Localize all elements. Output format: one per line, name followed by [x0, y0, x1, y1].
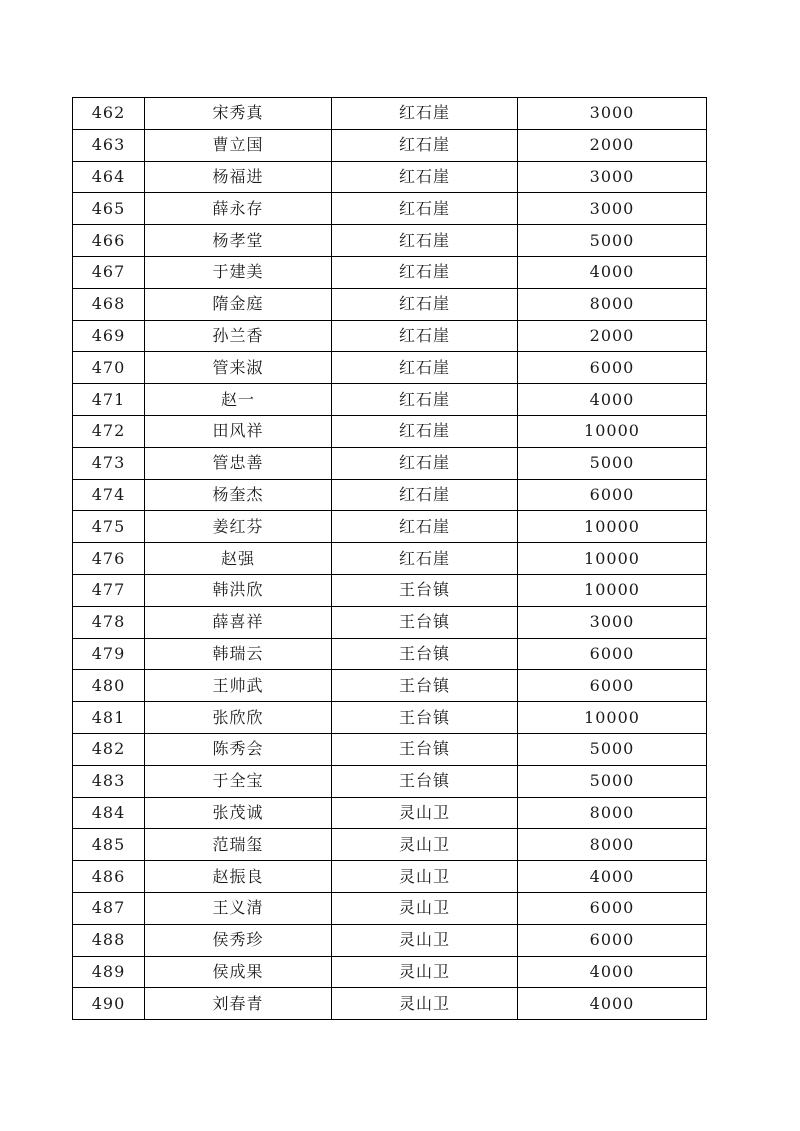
row-number-cell: 466	[73, 225, 145, 257]
row-number-cell: 474	[73, 479, 145, 511]
table-row	[73, 384, 707, 416]
name-cell: 刘春青	[145, 988, 332, 1020]
table-row	[73, 288, 707, 320]
amount-cell: 6000	[518, 924, 707, 956]
row-number-cell: 490	[73, 988, 145, 1020]
area-cell: 王台镇	[332, 670, 518, 702]
table-row	[73, 702, 707, 734]
name-cell: 张茂诚	[145, 797, 332, 829]
table-row	[73, 606, 707, 638]
amount-cell: 6000	[518, 670, 707, 702]
table-row	[73, 733, 707, 765]
row-number-cell: 481	[73, 702, 145, 734]
amount-cell: 4000	[518, 988, 707, 1020]
area-cell: 红石崖	[332, 288, 518, 320]
amount-cell: 4000	[518, 256, 707, 288]
area-cell: 红石崖	[332, 129, 518, 161]
name-cell: 于全宝	[145, 765, 332, 797]
row-number-cell: 476	[73, 543, 145, 575]
row-number-cell: 489	[73, 956, 145, 988]
area-cell: 灵山卫	[332, 956, 518, 988]
name-cell: 管忠善	[145, 447, 332, 479]
amount-cell: 4000	[518, 956, 707, 988]
amount-cell: 6000	[518, 479, 707, 511]
amount-cell: 2000	[518, 129, 707, 161]
area-cell: 红石崖	[332, 193, 518, 225]
area-cell: 灵山卫	[332, 892, 518, 924]
area-cell: 灵山卫	[332, 988, 518, 1020]
table-row	[73, 829, 707, 861]
amount-cell: 4000	[518, 861, 707, 893]
row-number-cell: 467	[73, 256, 145, 288]
row-number-cell: 477	[73, 574, 145, 606]
row-number-cell: 465	[73, 193, 145, 225]
amount-cell: 2000	[518, 320, 707, 352]
area-cell: 红石崖	[332, 225, 518, 257]
row-number-cell: 470	[73, 352, 145, 384]
row-number-cell: 488	[73, 924, 145, 956]
row-number-cell: 464	[73, 161, 145, 193]
name-cell: 薛永存	[145, 193, 332, 225]
table-row	[73, 320, 707, 352]
table-row	[73, 193, 707, 225]
area-cell: 红石崖	[332, 98, 518, 130]
table-row	[73, 98, 707, 130]
area-cell: 红石崖	[332, 320, 518, 352]
name-cell: 王义清	[145, 892, 332, 924]
name-cell: 于建美	[145, 256, 332, 288]
name-cell: 韩瑞云	[145, 638, 332, 670]
table-row	[73, 765, 707, 797]
row-number-cell: 482	[73, 733, 145, 765]
table-row	[73, 861, 707, 893]
amount-cell: 5000	[518, 733, 707, 765]
row-number-cell: 462	[73, 98, 145, 130]
table-row	[73, 638, 707, 670]
row-number-cell: 469	[73, 320, 145, 352]
amount-cell: 5000	[518, 765, 707, 797]
name-cell: 侯秀珍	[145, 924, 332, 956]
roster-table-body	[73, 98, 707, 1020]
area-cell: 红石崖	[332, 161, 518, 193]
amount-cell: 5000	[518, 225, 707, 257]
amount-cell: 6000	[518, 892, 707, 924]
area-cell: 王台镇	[332, 574, 518, 606]
name-cell: 赵一	[145, 384, 332, 416]
row-number-cell: 486	[73, 861, 145, 893]
row-number-cell: 479	[73, 638, 145, 670]
table-row	[73, 511, 707, 543]
name-cell: 孙兰香	[145, 320, 332, 352]
area-cell: 灵山卫	[332, 861, 518, 893]
roster-table	[72, 97, 707, 1020]
amount-cell: 10000	[518, 543, 707, 575]
table-row	[73, 797, 707, 829]
name-cell: 陈秀会	[145, 733, 332, 765]
row-number-cell: 483	[73, 765, 145, 797]
table-row	[73, 574, 707, 606]
amount-cell: 8000	[518, 288, 707, 320]
name-cell: 韩洪欣	[145, 574, 332, 606]
table-row	[73, 256, 707, 288]
amount-cell: 10000	[518, 574, 707, 606]
row-number-cell: 480	[73, 670, 145, 702]
area-cell: 红石崖	[332, 479, 518, 511]
row-number-cell: 478	[73, 606, 145, 638]
name-cell: 曹立国	[145, 129, 332, 161]
table-row	[73, 161, 707, 193]
name-cell: 范瑞玺	[145, 829, 332, 861]
area-cell: 红石崖	[332, 384, 518, 416]
name-cell: 宋秀真	[145, 98, 332, 130]
table-row	[73, 543, 707, 575]
amount-cell: 10000	[518, 702, 707, 734]
amount-cell: 10000	[518, 415, 707, 447]
table-row	[73, 956, 707, 988]
amount-cell: 6000	[518, 638, 707, 670]
name-cell: 田风祥	[145, 415, 332, 447]
row-number-cell: 487	[73, 892, 145, 924]
name-cell: 杨奎杰	[145, 479, 332, 511]
table-row	[73, 988, 707, 1020]
area-cell: 红石崖	[332, 543, 518, 575]
area-cell: 王台镇	[332, 702, 518, 734]
name-cell: 赵强	[145, 543, 332, 575]
area-cell: 王台镇	[332, 606, 518, 638]
amount-cell: 3000	[518, 193, 707, 225]
name-cell: 王帅武	[145, 670, 332, 702]
row-number-cell: 485	[73, 829, 145, 861]
area-cell: 灵山卫	[332, 797, 518, 829]
area-cell: 红石崖	[332, 511, 518, 543]
table-row	[73, 670, 707, 702]
area-cell: 红石崖	[332, 256, 518, 288]
name-cell: 隋金庭	[145, 288, 332, 320]
area-cell: 红石崖	[332, 415, 518, 447]
amount-cell: 8000	[518, 829, 707, 861]
table-row	[73, 129, 707, 161]
row-number-cell: 484	[73, 797, 145, 829]
amount-cell: 8000	[518, 797, 707, 829]
name-cell: 管来淑	[145, 352, 332, 384]
table-row	[73, 892, 707, 924]
row-number-cell: 472	[73, 415, 145, 447]
area-cell: 王台镇	[332, 638, 518, 670]
area-cell: 红石崖	[332, 447, 518, 479]
row-number-cell: 473	[73, 447, 145, 479]
name-cell: 杨福进	[145, 161, 332, 193]
amount-cell: 6000	[518, 352, 707, 384]
area-cell: 王台镇	[332, 765, 518, 797]
name-cell: 侯成果	[145, 956, 332, 988]
amount-cell: 5000	[518, 447, 707, 479]
table-row	[73, 225, 707, 257]
area-cell: 红石崖	[332, 352, 518, 384]
area-cell: 王台镇	[332, 733, 518, 765]
row-number-cell: 463	[73, 129, 145, 161]
amount-cell: 3000	[518, 161, 707, 193]
row-number-cell: 475	[73, 511, 145, 543]
amount-cell: 3000	[518, 98, 707, 130]
name-cell: 张欣欣	[145, 702, 332, 734]
row-number-cell: 468	[73, 288, 145, 320]
amount-cell: 4000	[518, 384, 707, 416]
area-cell: 灵山卫	[332, 829, 518, 861]
table-row	[73, 479, 707, 511]
name-cell: 姜红芬	[145, 511, 332, 543]
amount-cell: 10000	[518, 511, 707, 543]
amount-cell: 3000	[518, 606, 707, 638]
table-row	[73, 447, 707, 479]
name-cell: 杨孝堂	[145, 225, 332, 257]
row-number-cell: 471	[73, 384, 145, 416]
table-row	[73, 415, 707, 447]
name-cell: 赵振良	[145, 861, 332, 893]
name-cell: 薛喜祥	[145, 606, 332, 638]
area-cell: 灵山卫	[332, 924, 518, 956]
table-row	[73, 352, 707, 384]
table-row	[73, 924, 707, 956]
